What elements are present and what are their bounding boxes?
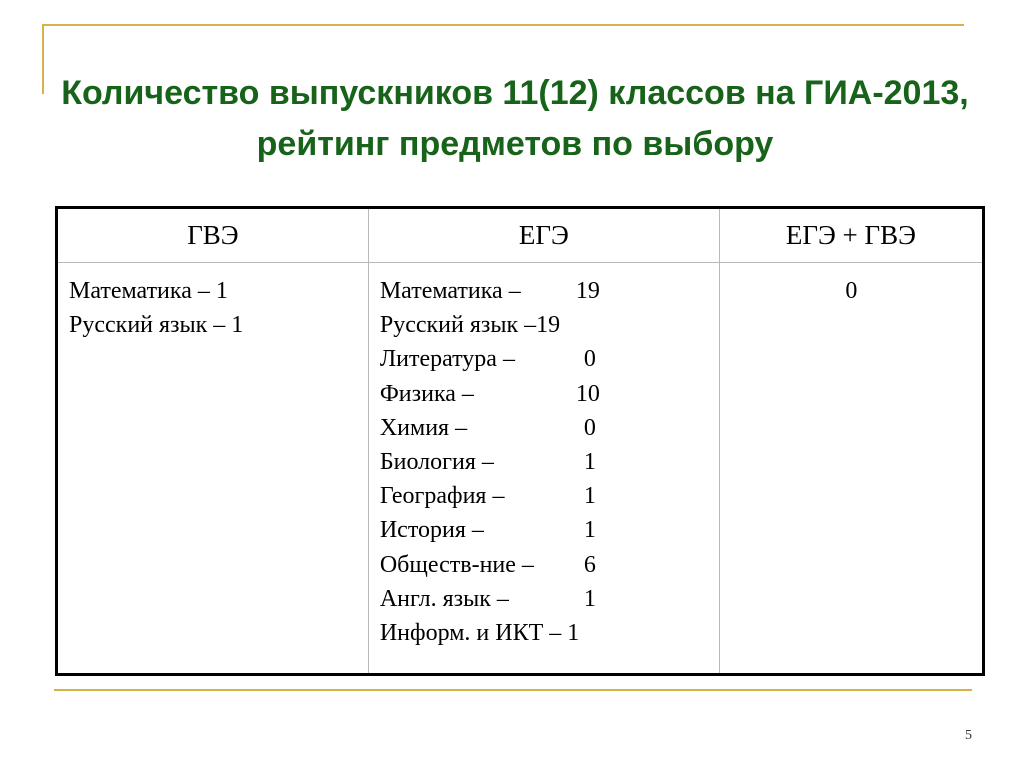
left-accent-line — [42, 24, 44, 94]
ege-count: 10 — [575, 380, 600, 407]
ege-subject: Биология – — [379, 448, 494, 475]
bottom-accent-line — [54, 689, 972, 691]
ege-subject: Физика – — [379, 380, 474, 407]
ege-subject: Информ. и ИКТ – — [379, 619, 562, 646]
ege-subject: История – — [379, 517, 484, 544]
slide-title: Количество выпускников 11(12) классов на ГИА-2013, рейтинг предметов по выбору — [61, 74, 969, 163]
list-item — [380, 308, 709, 342]
table-row — [57, 263, 984, 675]
header-ege: ЕГЭ — [368, 208, 719, 263]
ege-count: 1 — [583, 483, 596, 510]
list-item — [380, 616, 709, 650]
ege-subject: Русский язык – — [379, 312, 537, 339]
ege-gve-cell: 0 — [719, 263, 983, 675]
page-number: 5 — [965, 728, 972, 743]
ege-subject: Математика – — [379, 278, 521, 304]
list-item — [380, 342, 709, 376]
list-item — [380, 445, 709, 479]
ege-count: 19 — [536, 312, 561, 339]
list-item — [380, 274, 709, 308]
header-gve: ГВЭ — [57, 208, 369, 263]
list-item — [380, 513, 709, 547]
gve-label: Русский язык – 1 — [69, 312, 244, 339]
list-item — [69, 308, 358, 342]
ege-count: 1 — [583, 517, 596, 544]
ege-cell — [368, 263, 719, 675]
list-item — [69, 274, 358, 308]
ege-count: 0 — [583, 346, 596, 373]
list-item — [380, 411, 709, 445]
header-ege-gve: ЕГЭ + ГВЭ — [719, 208, 983, 263]
list-item — [380, 548, 709, 582]
table-header-row — [57, 208, 984, 263]
ege-subject: Химия – — [379, 414, 468, 441]
ege-subject: География – — [379, 483, 505, 510]
gve-label: Математика – 1 — [69, 278, 228, 304]
list-item — [380, 377, 709, 411]
list-item — [380, 479, 709, 513]
ege-count: 6 — [583, 551, 596, 578]
results-table — [55, 206, 985, 676]
list-item — [380, 582, 709, 616]
ege-count: 1 — [583, 448, 596, 475]
ege-count: 1 — [583, 585, 596, 612]
ege-subject: Литература – — [379, 346, 515, 373]
top-accent-line — [42, 24, 964, 26]
ege-count: 1 — [567, 619, 580, 646]
gve-cell — [57, 263, 369, 675]
ege-count: 0 — [583, 414, 596, 441]
ege-count: 19 — [575, 278, 600, 304]
ege-subject: Англ. язык – — [379, 585, 509, 612]
ege-subject: Обществ-ние – — [379, 551, 534, 578]
